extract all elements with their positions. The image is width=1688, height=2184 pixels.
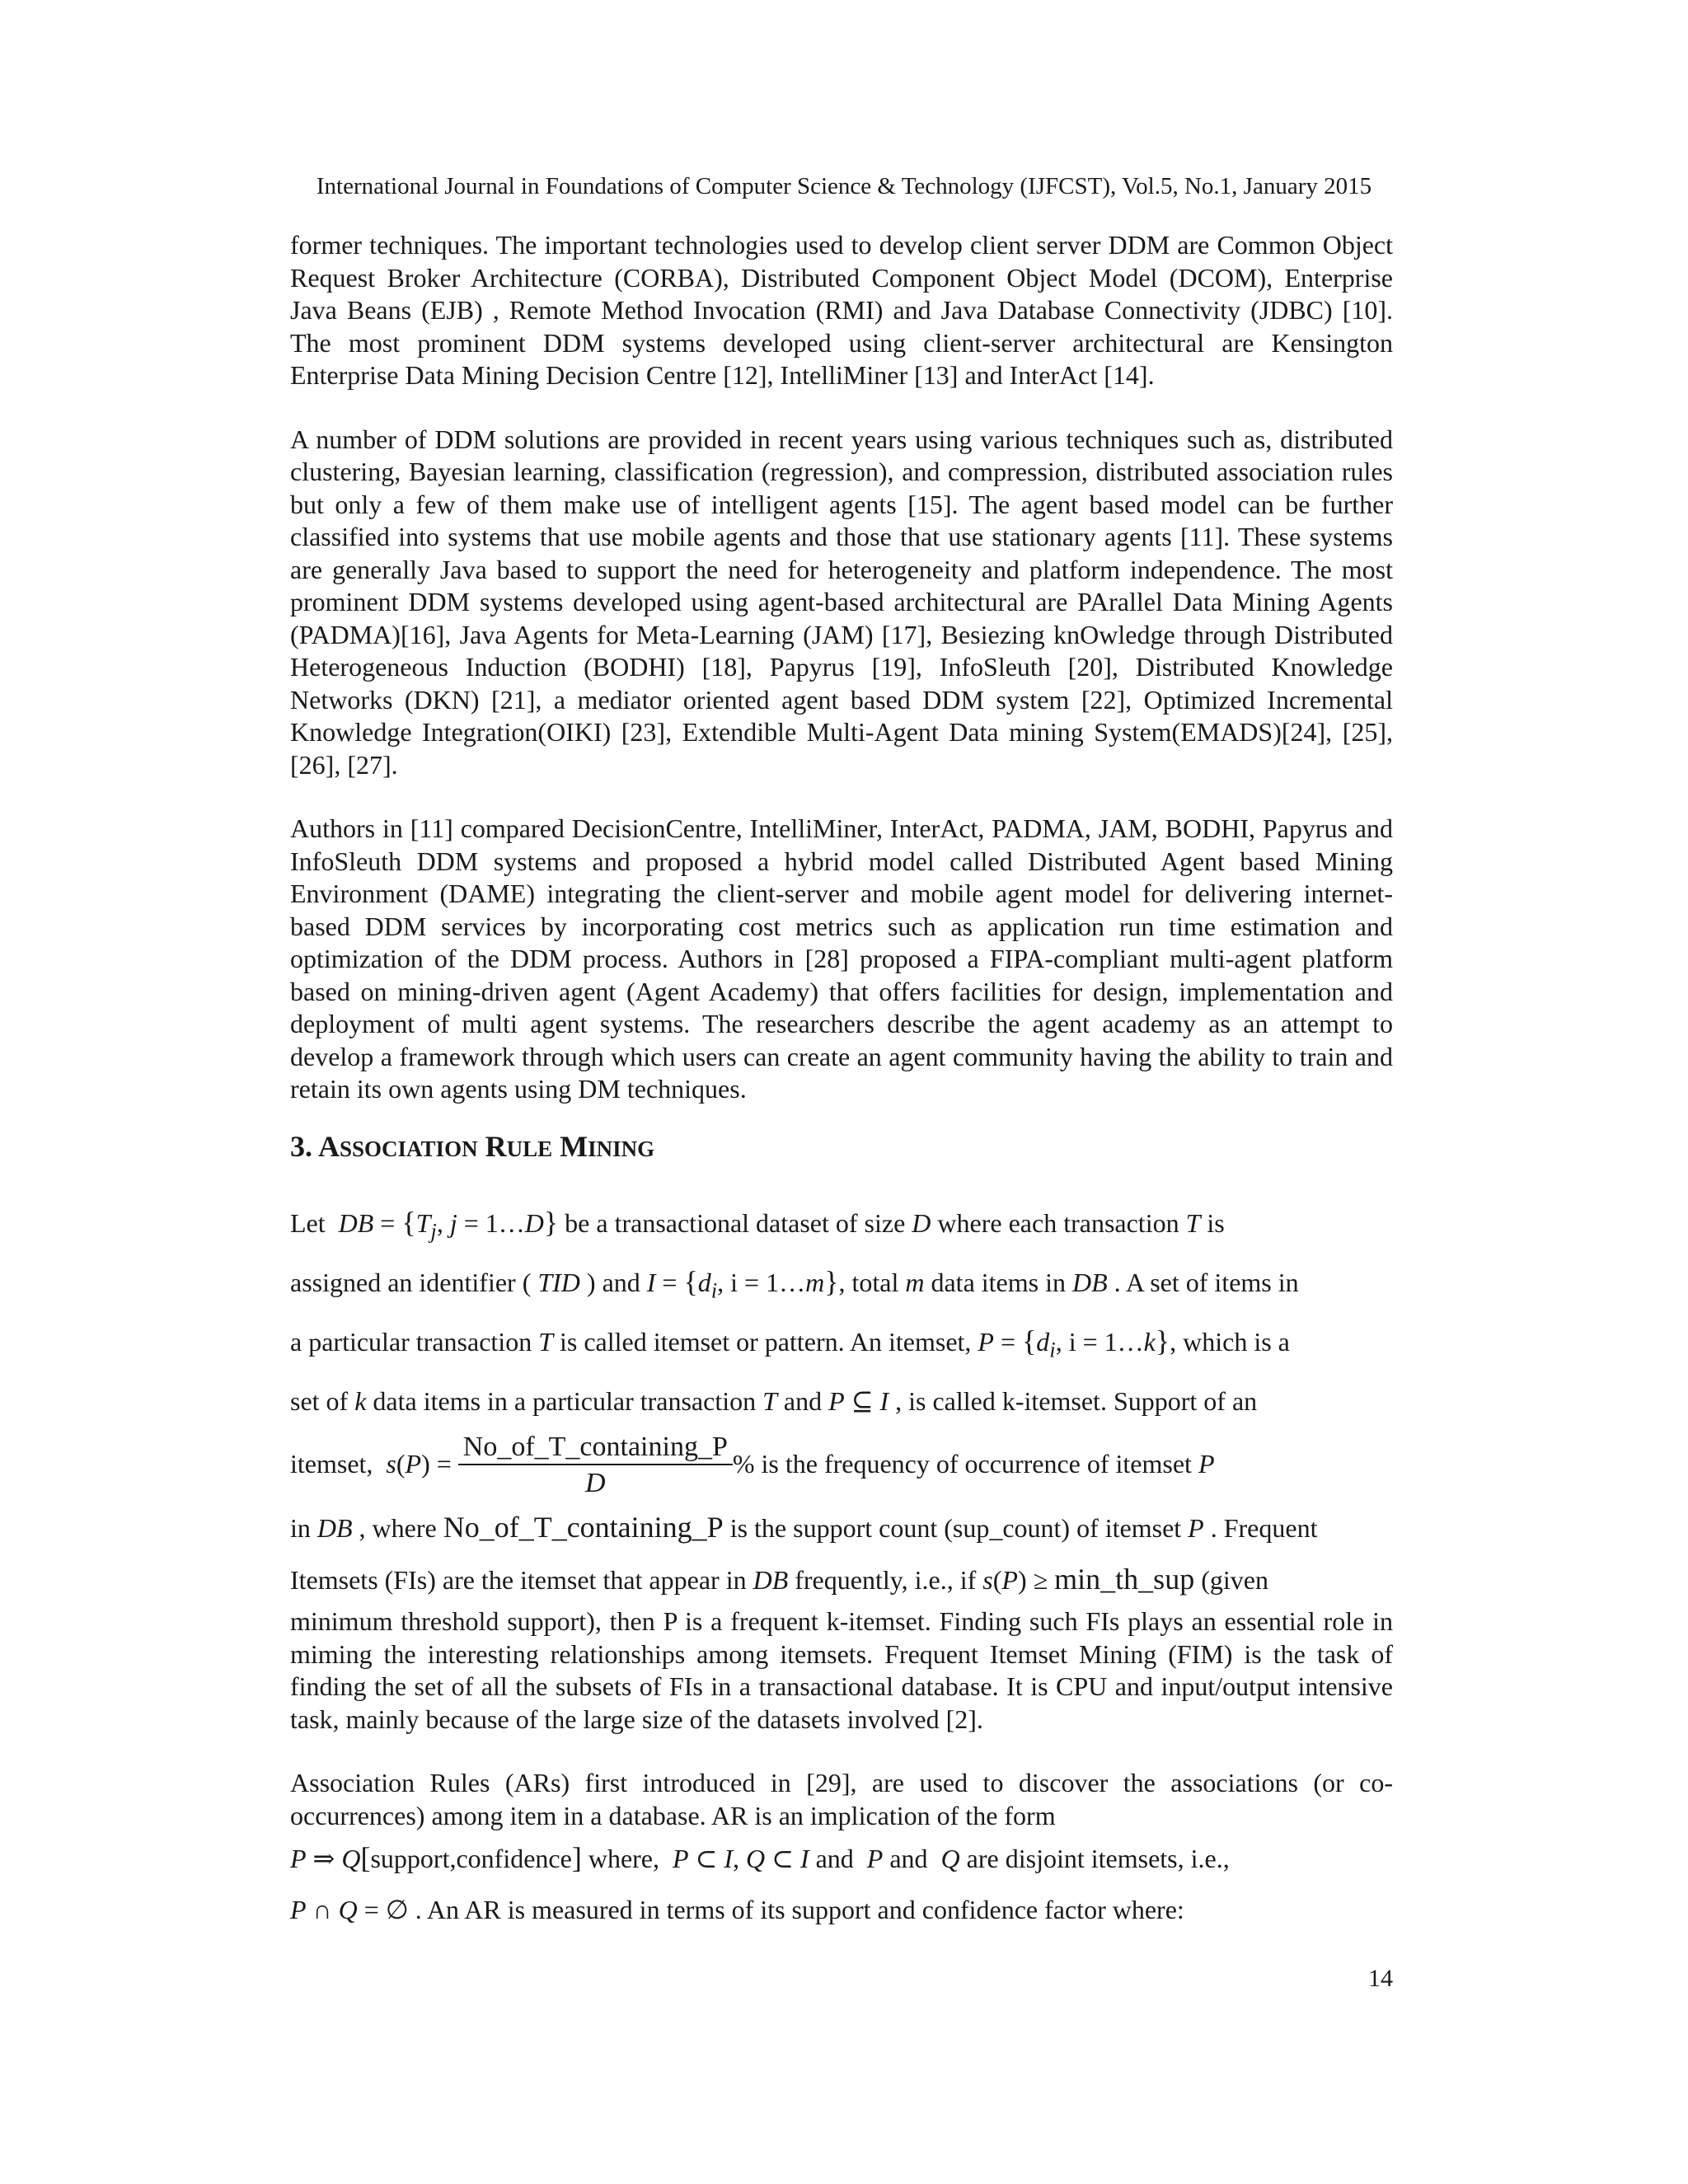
- definition-line-4: set of k data items in a particular transaction T and P ⊆ I , is called k-itemset. Support of an: [290, 1385, 1258, 1416]
- definition-line-7: Itemsets (FIs) are the itemset that appear in DB frequently, i.e., if s(P) ≥ min_th_sup (given: [290, 1563, 1268, 1596]
- association-rule-block: [290, 1832, 1393, 1935]
- page-number: 14: [1368, 1965, 1393, 1992]
- definitions-block: [290, 1197, 1393, 1606]
- ar-disjoint-line: P ∩ Q = ∅ . An AR is measured in terms of its support and confidence factor where:: [290, 1895, 1184, 1925]
- definition-line-6: in DB , where No_of_T_containing_P is the support count (sup_count) of itemset P . Frequent: [290, 1511, 1318, 1544]
- definition-line-1: Let DB = {$T_j$, j = 1…D} be a transactional dataset of size D where each transaction T is: [290, 1205, 1225, 1243]
- page-body: [290, 229, 1393, 1935]
- support-fraction: $\frac{\text{No\_of\_T\_containing\_P}}{D}$: [458, 1431, 733, 1502]
- paragraph-client-server: former techniques. The important technologies used to develop client server DDM are Common Object Request Broker Architecture (CORBA), Distributed Component Object Model (DCOM), Enterprise Java Beans (EJB) , Remote Method Invocation (RMI) and Java Database Connectivity (JDBC) [10]. The most prominent DDM systems developed using client-server architectural are Kensington Enterprise Data Mining Decision Centre [12], IntelliMiner [13] and InterAct [14].: [290, 230, 1393, 390]
- support-formula-line: itemset, s(P) = $\frac{\text{No\_of\_T\_containing\_P}}{D}$ % is the frequency of occurrence of itemset P: [290, 1427, 1393, 1502]
- paragraph-agent-based: A number of DDM solutions are provided in recent years using various techniques such as, distributed clustering, Bayesian learning, classification (regression), and compression, distributed association rules but only a few of them make use of intelligent agents [15]. The agent based model can be further classified into systems that use mobile agents and those that use stationary agents [11]. These systems are generally Java based to support the need for heterogeneity and platform independence. The most prominent DDM systems developed using agent-based architectural are PArallel Data Mining Agents (PADMA)[16], Java Agents for Meta-Learning (JAM) [17], Besiezing knOwledge through Distributed Heterogeneous Induction (BODHI) [18], Papyrus [19], InfoSleuth [20], Distributed Knowledge Networks (DKN) [21], a mediator oriented agent based DDM system [22], Optimized Incremental Knowledge Integration(OIKI) [23], Extendible Multi-Agent Data mining System(EMADS)[24], [25], [26], [27].: [290, 424, 1393, 780]
- ar-form-line: P ⇒ Q[support,confidence] where, P ⊂ I, Q ⊂ I and P and Q are disjoint itemsets, i.e.,: [290, 1841, 1230, 1875]
- journal-header: International Journal in Foundations of Computer Science & Technology (IJFCST), Vol.5, No.1, January 2015: [316, 173, 1372, 199]
- paragraph-association-rules: Association Rules (ARs) first introduced in [29], are used to discover the associations (or co-occurrences) among item in a database. AR is an implication of the form: [290, 1768, 1393, 1830]
- section-heading: 3. ASSOCIATION RULE MINING: [290, 1129, 655, 1163]
- paragraph-fim: minimum threshold support), then P is a frequent k-itemset. Finding such FIs plays an essential role in miming the interesting relationships among itemsets. Frequent Itemset Mining (FIM) is the task of finding the set of all the subsets of FIs in a transactional database. It is CPU and input/output intensive task, mainly because of the large size of the datasets involved [2].: [290, 1606, 1393, 1734]
- paragraph-dame: Authors in [11] compared DecisionCentre, IntelliMiner, InterAct, PADMA, JAM, BODHI, Papyrus and InfoSleuth DDM systems and proposed a hybrid model called Distributed Agent based Mining Environment (DAME) integrating the client-server and mobile agent model for delivering internet-based DDM services by incorporating cost metrics such as application run time estimation and optimization of the DDM process. Authors in [28] proposed a FIPA-compliant multi-agent platform based on mining-driven agent (Agent Academy) that offers facilities for design, implementation and deployment of multi agent systems. The researchers describe the agent academy as an attempt to develop a framework through which users can create an agent community having the ability to train and retain its own agents using DM techniques.: [290, 813, 1393, 1104]
- definition-line-3: a particular transaction T is called itemset or pattern. An itemset, $P = \{d_i$, i = 1…k}, which is a: [290, 1324, 1290, 1362]
- definition-line-2: assigned an identifier ( TID ) and $I = \{d_i$, i = 1…m}, total m data items in DB . A set of items in: [290, 1264, 1299, 1303]
